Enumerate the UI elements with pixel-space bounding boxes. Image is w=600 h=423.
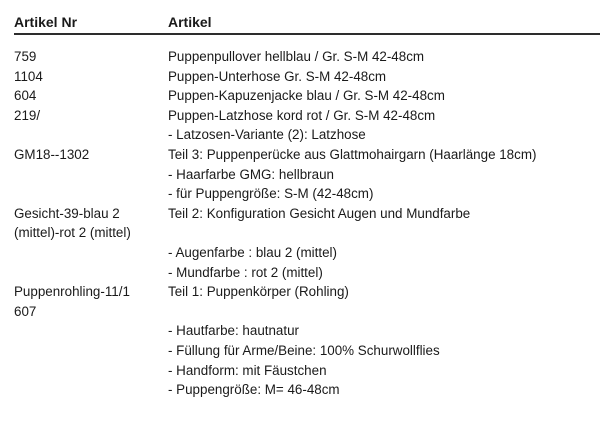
article-text: Puppen-Latzhose kord rot / Gr. S-M 42-48cm	[168, 107, 436, 123]
article-text: - Augenfarbe : blau 2 (mittel)	[168, 244, 337, 260]
article-text: - Hautfarbe: hautnatur	[168, 323, 300, 339]
article-text: - Puppengröße: M= 46-48cm	[168, 382, 340, 398]
header-article-number: Artikel Nr	[14, 14, 78, 30]
list-item	[14, 86, 600, 106]
article-text: Teil 3: Puppenperücke aus Glattmohairgarn (Haarlänge 18cm)	[168, 146, 537, 162]
article-number: 607	[14, 303, 37, 319]
list-item	[14, 67, 600, 87]
article-text: - Latzosen-Variante (2): Latzhose	[168, 127, 366, 143]
article-text: Teil 1: Puppenkörper (Rohling)	[168, 284, 349, 300]
article-number: Puppenrohling-11/1	[14, 284, 130, 300]
article-text: - Handform: mit Fäustchen	[168, 362, 327, 378]
article-number: 604	[14, 88, 37, 104]
list-item	[14, 263, 600, 283]
list-item	[14, 243, 600, 263]
article-text: - Füllung für Arme/Beine: 100% Schurwollflies	[168, 342, 440, 358]
article-text: Puppen-Kapuzenjacke blau / Gr. S-M 42-48cm	[168, 88, 445, 104]
article-number: 1104	[14, 68, 43, 84]
article-text: Puppen-Unterhose Gr. S-M 42-48cm	[168, 68, 387, 84]
list-item	[14, 184, 600, 204]
list-item	[14, 204, 600, 224]
list-item	[14, 165, 600, 185]
list-item	[14, 302, 600, 322]
article-number: GM18--1302	[14, 146, 90, 162]
list-item	[14, 361, 600, 381]
list-item	[14, 282, 600, 302]
item-list	[14, 47, 600, 400]
list-item	[14, 47, 600, 67]
article-text: Teil 2: Konfiguration Gesicht Augen und Mundfarbe	[168, 205, 471, 221]
list-item	[14, 145, 600, 165]
article-number: Gesicht-39-blau 2	[14, 205, 120, 221]
list-item	[14, 341, 600, 361]
header-divider	[14, 33, 600, 35]
article-number: 219/	[14, 107, 41, 123]
article-text: - Mundfarbe : rot 2 (mittel)	[168, 264, 323, 280]
list-item	[14, 106, 600, 126]
list-item	[14, 321, 600, 341]
article-text: Puppenpullover hellblau / Gr. S-M 42-48cm	[168, 49, 425, 64]
list-item	[14, 223, 600, 243]
article-number: (mittel)-rot 2 (mittel)	[14, 225, 131, 241]
article-text: - für Puppengröße: S-M (42-48cm)	[168, 186, 374, 202]
list-item	[14, 125, 600, 145]
article-number: 759	[14, 49, 37, 64]
list-item	[14, 380, 600, 400]
header-article: Artikel	[168, 14, 212, 30]
article-text: - Haarfarbe GMG: hellbraun	[168, 166, 334, 182]
